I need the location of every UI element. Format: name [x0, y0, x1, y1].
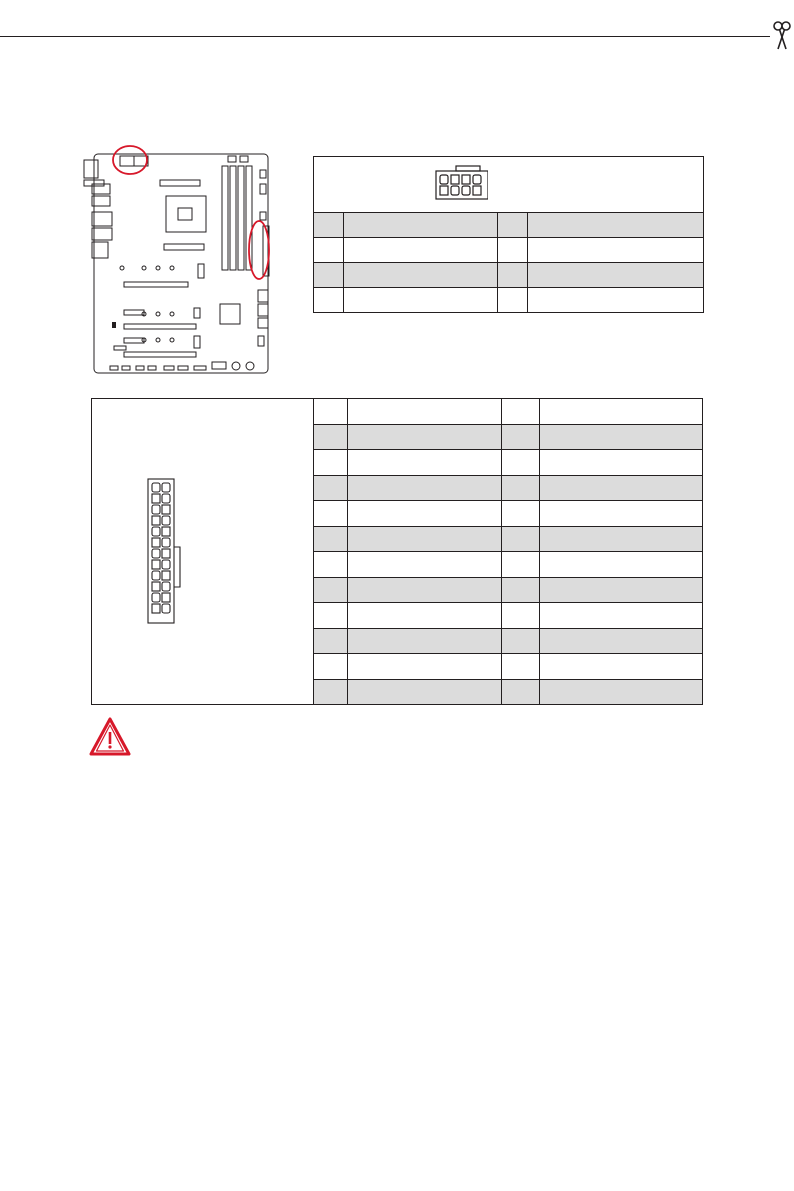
- signal-name: [348, 628, 502, 654]
- table-row: [314, 213, 704, 238]
- pin-number: [314, 450, 348, 476]
- signal-name: [540, 501, 703, 527]
- table-row: [314, 399, 703, 425]
- table-row: [314, 450, 703, 476]
- table-row: [314, 424, 703, 450]
- pin-number: [502, 679, 540, 705]
- signal-name: [348, 577, 502, 603]
- signal-name: [540, 679, 703, 705]
- pin-number: [502, 450, 540, 476]
- table-row: [314, 288, 704, 313]
- signal-name: [528, 288, 704, 313]
- atx-power-24pin-table: [313, 398, 703, 705]
- signal-name: [540, 526, 703, 552]
- connector-24pin-icon: [146, 477, 188, 625]
- pin-number: [314, 424, 348, 450]
- connector-8pin-icon: [434, 165, 488, 201]
- pin-number: [314, 399, 348, 425]
- pin-number: [502, 475, 540, 501]
- pin-number: [314, 526, 348, 552]
- pin-number: [502, 654, 540, 680]
- table-row: [314, 238, 704, 263]
- signal-name: [528, 213, 704, 238]
- pin-number: [314, 577, 348, 603]
- cpu-power-8pin-table: [313, 156, 704, 313]
- pin-number: [502, 628, 540, 654]
- signal-name: [348, 526, 502, 552]
- signal-name: [348, 399, 502, 425]
- pin-number: [502, 577, 540, 603]
- pin-number: [314, 679, 348, 705]
- signal-name: [528, 238, 704, 263]
- table-row: [314, 577, 703, 603]
- pin-number: [314, 475, 348, 501]
- connector-24pin-diagram-cell: [91, 398, 314, 705]
- signal-name: [348, 654, 502, 680]
- signal-name: [348, 450, 502, 476]
- signal-name: [348, 424, 502, 450]
- table-row: [314, 603, 703, 629]
- pin-number: [314, 603, 348, 629]
- table-row: [314, 526, 703, 552]
- motherboard-diagram: [80, 140, 280, 380]
- pin-number: [502, 552, 540, 578]
- pin-number: [498, 238, 528, 263]
- warning-triangle-icon: [88, 716, 132, 758]
- signal-name: [344, 213, 498, 238]
- pin-number: [314, 213, 344, 238]
- signal-name: [540, 399, 703, 425]
- pin-number: [498, 263, 528, 288]
- pin-number: [502, 603, 540, 629]
- signal-name: [348, 679, 502, 705]
- pin-number: [502, 526, 540, 552]
- signal-name: [344, 263, 498, 288]
- pin-number: [502, 501, 540, 527]
- pin-number: [314, 501, 348, 527]
- pin-number: [314, 263, 344, 288]
- pin-number: [502, 424, 540, 450]
- signal-name: [344, 288, 498, 313]
- signal-name: [540, 577, 703, 603]
- table-row: [314, 628, 703, 654]
- table-row: [314, 679, 703, 705]
- pin-number: [314, 288, 344, 313]
- table-row: [314, 552, 703, 578]
- signal-name: [540, 654, 703, 680]
- pin-number: [314, 654, 348, 680]
- signal-name: [348, 603, 502, 629]
- table-row: [314, 501, 703, 527]
- pin-number: [502, 399, 540, 425]
- pin-number: [498, 213, 528, 238]
- signal-name: [540, 450, 703, 476]
- pin-number: [314, 628, 348, 654]
- signal-name: [540, 552, 703, 578]
- signal-name: [348, 552, 502, 578]
- signal-name: [540, 628, 703, 654]
- cut-line: [0, 36, 770, 37]
- connector-8pin-diagram-cell: [314, 157, 704, 213]
- signal-name: [348, 501, 502, 527]
- pin-number: [314, 238, 344, 263]
- signal-name: [348, 475, 502, 501]
- signal-name: [540, 424, 703, 450]
- table-row: [314, 654, 703, 680]
- signal-name: [540, 603, 703, 629]
- scissors-icon: [772, 20, 792, 50]
- pin-number: [498, 288, 528, 313]
- table-row: [314, 475, 703, 501]
- signal-name: [344, 238, 498, 263]
- table-row: [314, 263, 704, 288]
- signal-name: [528, 263, 704, 288]
- signal-name: [540, 475, 703, 501]
- pin-number: [314, 552, 348, 578]
